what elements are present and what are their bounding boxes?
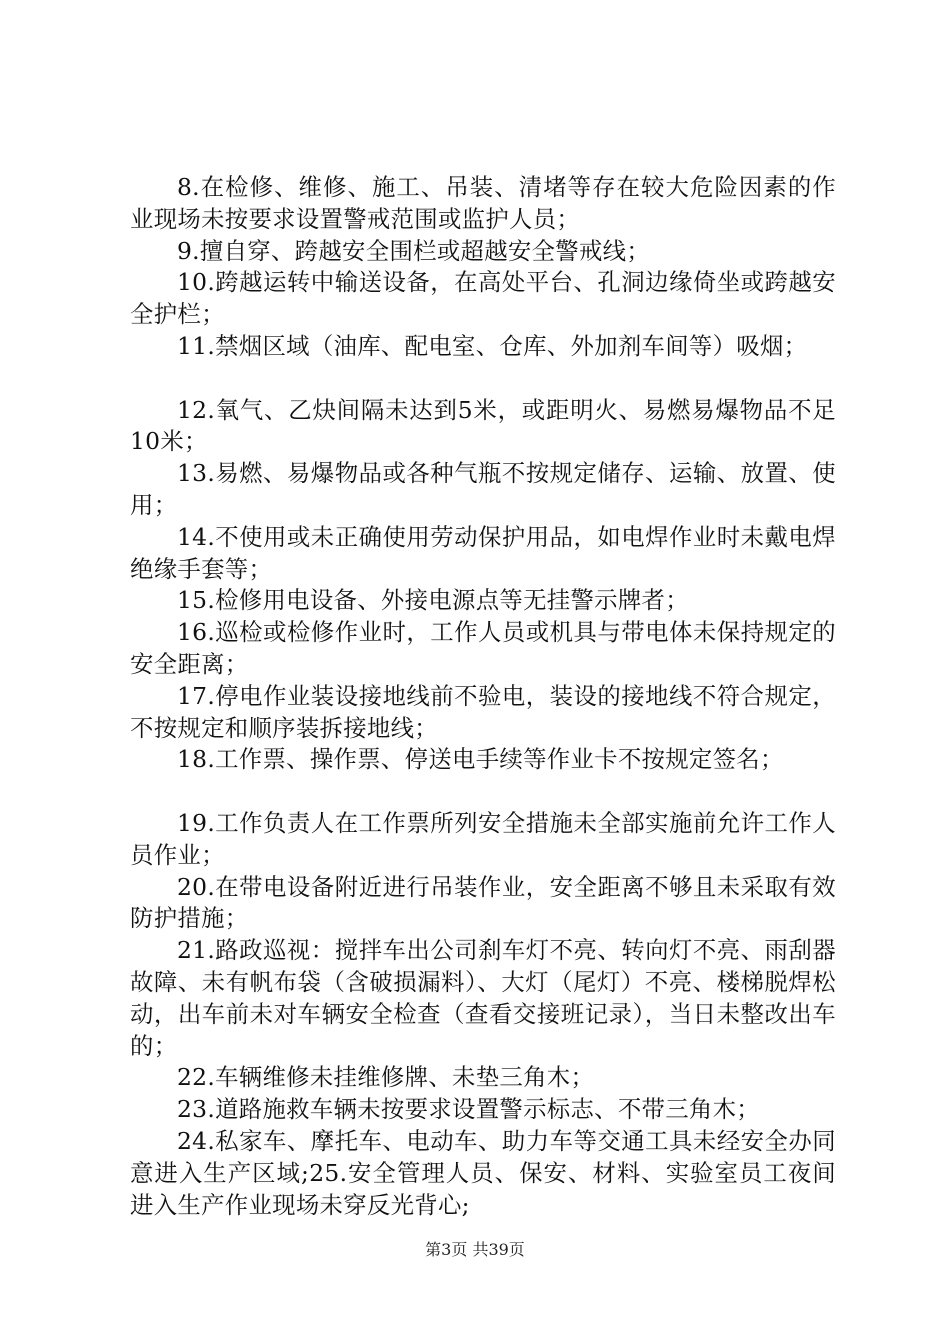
list-item: 21.路政巡视：搅拌车出公司刹车灯不亮、转向灯不亮、雨刮器故障、未有帆布袋（含破损漏料）、大灯（尾灯）不亮、楼梯脱焊松动，出车前未对车辆安全检查（查看交接班记录），当日未整改出车的；	[130, 936, 836, 1060]
list-item: 23.道路施救车辆未按要求设置警示标志、不带三角木；	[177, 1095, 760, 1124]
list-item: 24.私家车、摩托车、电动车、助力车等交通工具未经安全办同意进入生产区域;25.安全管理人员、保安、材料、实验室员工夜间进入生产作业现场未穿反光背心;	[130, 1126, 836, 1219]
page-footer: 第3页 共39页	[425, 1240, 525, 1259]
list-item: 12.氧气、乙炔间隔未达到5米，或距明火、易燃易爆物品不足10米；	[130, 395, 836, 456]
list-item: 19.工作负责人在工作票所列安全措施未全部实施前允许工作人员作业；	[130, 808, 836, 869]
list-item: 9.擅自穿、跨越安全围栏或超越安全警戒线；	[177, 236, 651, 265]
list-item: 20.在带电设备附近进行吊装作业，安全距离不够且未采取有效防护措施；	[130, 872, 836, 933]
list-item: 14.不使用或未正确使用劳动保护用品，如电焊作业时未戴电焊绝缘手套等；	[130, 522, 836, 583]
blank-line	[130, 363, 836, 395]
list-item: 17.停电作业装设接地线前不验电，装设的接地线不符合规定，不按规定和顺序装拆接地线；	[130, 681, 836, 742]
list-item: 15.检修用电设备、外接电源点等无挂警示牌者；	[177, 586, 689, 615]
list-item: 16.巡检或检修作业时，工作人员或机具与带电体未保持规定的安全距离；	[130, 618, 836, 678]
list-item: 13.易燃、易爆物品或各种气瓶不按规定储存、运输、放置、使用；	[130, 459, 836, 519]
list-item: 11.禁烟区域（油库、配电室、仓库、外加剂车间等）吸烟；	[177, 331, 808, 360]
list-item: 10.跨越运转中输送设备，在高处平台、孔洞边缘倚坐或跨越安全护栏；	[130, 268, 836, 329]
list-item: 22.车辆维修未挂维修牌、未垫三角木；	[177, 1063, 595, 1092]
document-body	[130, 172, 836, 1221]
list-item: 18.工作票、操作票、停送电手续等作业卡不按规定签名；	[177, 745, 784, 774]
list-item: 8.在检修、维修、施工、吊装、清堵等存在较大危险因素的作业现场未按要求设置警戒范围或监护人员；	[130, 173, 836, 233]
blank-line	[130, 776, 836, 808]
